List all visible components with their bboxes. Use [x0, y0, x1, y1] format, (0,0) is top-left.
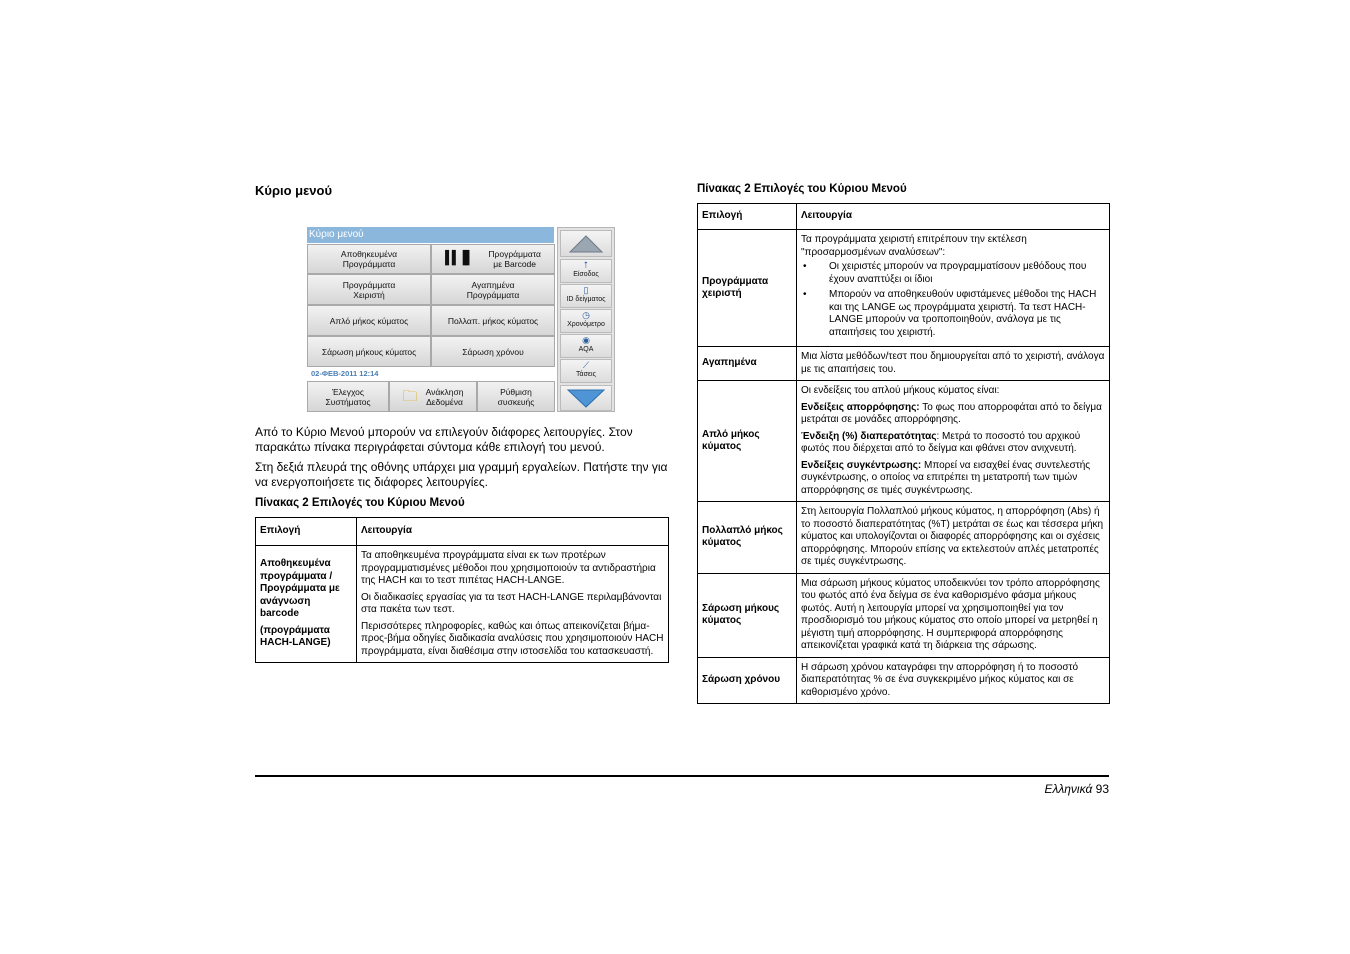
- single-wavelength-button[interactable]: Απλό μήκος κύματος: [307, 305, 431, 336]
- row-value: Στη λειτουργία Πολλαπλού μήκους κύματος, η απορρόφηση (Abs) ή το ποσοστό διαπερατότητας (%T) μετράται σε έως και τέσσερα μήκη κύματος και υπολογίζονται οι διαφορές απορρόφησης και οι σχέσεις απορρόφησης. Μπορούν επίσης να εκτελεστούν απλές μετατροπές σε τιμές συγκέντρωσης.: [797, 502, 1110, 574]
- toolbar-paragraph: Στη δεξιά πλευρά της οθόνης υπάρχει μια γραμμή εργαλείων. Πατήστε την για να ενεργοποιήσετε τις διάφορες λειτουργίες.: [255, 460, 668, 489]
- row-value: Μια σάρωση μήκους κύματος υποδεικνύει τον τρόπο απορρόφησης του φωτός από ένα δείγμα σε ένα καθορισμένο φάσμα μήκους φωτός. Αυτή η λειτουργία μπορεί να χρησιμοποιηθεί για τον προσδιορισμό του μήκους κύματος στο οποίο μπορεί να μετρηθεί η μέγιστη τιμή απορρόφησης. Η συμπεριφορά απορρόφησης απεικονίζεται γραφικά κατά τη διάρκεια της σάρωσης.: [797, 573, 1110, 657]
- row-key: Προγράμματα χειριστή: [698, 230, 797, 347]
- row-value: Οι ενδείξεις του απλού μήκους κύματος είναι: Ενδείξεις απορρόφησης: Το φως που απορροφάται από το δείγμα μετράται σε μονάδες απορρόφησης. Ένδειξη (%) διαπερατότητας: Μετρά το ποσοστό του αρχικού φωτός που διέρχεται από το δείγμα και φθάνει στον ανιχνευτή. Ενδείξεις συγκέντρωσης: Μπορεί να εισαχθεί ένας συντελεστής συγκέντρωσης, ο οποίος να επιτρέπει τη μετατροπή των τιμών απορρόφησης σε τιμές συγκέντρωσης.: [797, 381, 1110, 502]
- left-options-table: [255, 517, 669, 663]
- scroll-up-button[interactable]: [560, 230, 612, 257]
- system-check-button[interactable]: Έλεγχος Συστήματος: [307, 381, 389, 412]
- table-header-row: [256, 518, 669, 546]
- header-option: Επιλογή: [698, 204, 797, 230]
- page-number: 93: [1095, 782, 1109, 796]
- row-value: Τα προγράμματα χειριστή επιτρέπουν την εκτέλεση "προσαρμοσμένων αναλύσεων": • Οι χειριστές μπορούν να προγραμματίσουν μεθόδους που έχουν αναπτύξει οι ίδιοι • Μπορούν να αποθηκευθούν υφιστάμενες μέθοδοι της HACH και της LANGE ως προγράμματα χειριστή. Τα τεστ HACH-LANGE μπορούν να τροποποιηθούν, ανάλογα με τις απαιτήσεις του χειριστή.: [797, 230, 1110, 347]
- footer-language: Ελληνικά: [1044, 782, 1093, 796]
- time-scan-button[interactable]: Σάρωση χρόνου: [431, 336, 555, 367]
- row-key: Σάρωση χρόνου: [698, 657, 797, 704]
- page-footer: [1044, 782, 1109, 796]
- row-key: Αποθηκευμένα προγράμματα / Προγράμματα με ανάγνωση barcode (προγράμματα HACH-LANGE): [256, 546, 357, 663]
- multi-wavelength-button[interactable]: Πολλαπ. μήκος κύματος: [431, 305, 555, 336]
- left-table-caption: Πίνακας 2 Επιλογές του Κύριου Μενού: [255, 497, 465, 509]
- instrument-setup-button[interactable]: Ρύθμιση συσκευής: [477, 381, 555, 412]
- scroll-down-button[interactable]: [560, 385, 612, 411]
- table-row: [698, 381, 1110, 502]
- row-value: Μια λίστα μεθόδων/τεστ που δημιουργείται από το χειριστή, ανάλογα με τις απαιτήσεις του.: [797, 347, 1110, 381]
- recall-data-button[interactable]: 🗀 Ανάκληση Δεδομένα: [389, 381, 477, 412]
- row-value: Τα αποθηκευμένα προγράμματα είναι εκ των προτέρων προγραμματισμένες μέθοδοι που χρησιμοποιούν τα αντιδραστήρια της HACH και το τεστ πιπέτας HACH-LANGE. Οι διαδικασίες εργασίας για τα τεστ HACH-LANGE περιλαμβάνονται στα πακέτα των τεστ. Περισσότερες πληροφορίες, καθώς και όπως απεικονίζεται βήμα-προς-βήμα οδηγίες διαδικασία αναλύσεις που χρησιμοποιούν HACH προγράμματα, είναι διαθέσιμα στην ιστοσελίδα του κατασκευαστή.: [357, 546, 669, 663]
- screen-header: Κύριο μενού: [307, 227, 554, 243]
- main-menu-screenshot: [307, 227, 615, 412]
- arrow-down-icon: [566, 387, 606, 409]
- footer-rule: [255, 775, 1109, 777]
- login-icon: ⭡: [583, 260, 589, 270]
- section-title: Κύριο μενού: [255, 183, 333, 198]
- date-time-display: 02-ΦΕΒ-2011 12:14: [311, 369, 379, 378]
- aqa-icon: ◉: [582, 335, 590, 345]
- table-row: [698, 347, 1110, 381]
- row-key: Απλό μήκος κύματος: [698, 381, 797, 502]
- wavelength-scan-button[interactable]: Σάρωση μήκους κύματος: [307, 336, 431, 367]
- sample-vial-icon: ▯: [583, 285, 589, 295]
- timer-button[interactable]: ◷ Χρονόμετρο: [560, 309, 612, 333]
- trends-button[interactable]: ⟋ Τάσεις: [560, 359, 612, 383]
- header-option: Επιλογή: [256, 518, 357, 546]
- table-row: [698, 502, 1110, 574]
- arrow-up-icon: [568, 234, 604, 254]
- row-key: Σάρωση μήκους κύματος: [698, 573, 797, 657]
- table-header-row: [698, 204, 1110, 230]
- barcode-icon: ▌▌▐▌: [445, 251, 473, 266]
- timer-icon: ◷: [582, 310, 590, 320]
- header-function: Λειτουργία: [797, 204, 1110, 230]
- aqa-button[interactable]: ◉ AQA: [560, 334, 612, 358]
- sample-id-button[interactable]: ▯ ID δείγματος: [560, 284, 612, 308]
- stored-programs-button[interactable]: Αποθηκευμένα Προγράμματα: [307, 244, 431, 274]
- right-options-table: [697, 203, 1110, 704]
- table-row: [256, 546, 669, 663]
- row-value: Η σάρωση χρόνου καταγράφει την απορρόφηση ή το ποσοστό διαπερατότητας % σε ένα συγκεκριμένο μήκος κύματος και σε καθορισμένο χρόνο.: [797, 657, 1110, 704]
- row-key: Πολλαπλό μήκος κύματος: [698, 502, 797, 574]
- login-button[interactable]: ⭡ Είσοδος: [560, 259, 612, 283]
- table-row: [698, 657, 1110, 704]
- toolbar-sidebar: [557, 227, 615, 412]
- folder-icon: 🗀: [402, 387, 418, 405]
- header-function: Λειτουργία: [357, 518, 669, 546]
- barcode-programs-button[interactable]: ▌▌▐▌ Προγράμματα με Barcode: [431, 244, 555, 274]
- trend-chart-icon: ⟋: [582, 360, 590, 370]
- row-key: Αγαπημένα: [698, 347, 797, 381]
- table-row: [698, 230, 1110, 347]
- right-table-caption: Πίνακας 2 Επιλογές του Κύριου Μενού: [697, 183, 907, 195]
- bullet-list: • Οι χειριστές μπορούν να προγραμματίσουν μεθόδους που έχουν αναπτύξει οι ίδιοι • Μπορούν να αποθηκευθούν υφιστάμενες μέθοδοι της HACH και της LANGE ως προγράμματα χειριστή. Τα τεστ HACH-LANGE μπορούν να τροποποιηθούν, ανάλογα με τις απαιτήσεις του χειριστή.: [801, 261, 1105, 339]
- table-row: [698, 573, 1110, 657]
- intro-paragraph: Από το Κύριο Μενού μπορούν να επιλεγούν διάφορες λειτουργίες. Στον παρακάτω πίνακα περιγράφεται σύντομα κάθε επιλογή του μενού.: [255, 425, 633, 454]
- user-programs-button[interactable]: Προγράμματα Χειριστή: [307, 274, 431, 305]
- favorite-programs-button[interactable]: Αγαπημένα Προγράμματα: [431, 274, 555, 305]
